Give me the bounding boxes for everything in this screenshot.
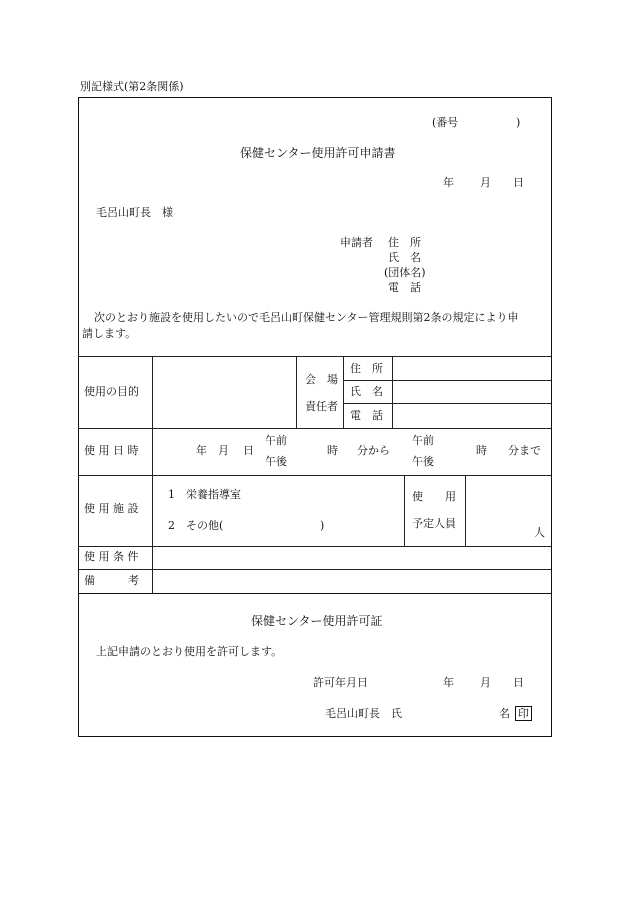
- permit-date-month: 月: [480, 676, 491, 689]
- person-in-charge-label: 責任者: [305, 400, 338, 413]
- conditions-row-bottom: [79, 569, 551, 570]
- application-form-frame: [78, 97, 552, 737]
- permit-section-divider: [79, 593, 551, 594]
- responsible-phone-label: 電 話: [350, 409, 383, 422]
- application-body-line-2: 請します。: [82, 327, 137, 340]
- application-body-line-1: 次のとおり施設を使用したいので毛呂山町保健センター管理規則第2条の規定により申: [94, 311, 519, 324]
- hour-start: 時: [327, 444, 338, 457]
- expected-persons-label-2: 予定人員: [412, 517, 456, 530]
- purpose-row-bottom: [79, 428, 551, 429]
- permit-date-label: 許可年月日: [313, 676, 368, 689]
- dt-day: 日: [243, 444, 254, 457]
- addressee: 毛呂山町長 様: [96, 206, 173, 219]
- applicant-label: 申請者: [340, 236, 373, 249]
- facility-label: 使 用 施 設: [84, 502, 139, 515]
- facility-option-2: 2 その他(: [168, 519, 224, 532]
- number-label: (番号: [432, 116, 459, 129]
- applicant-phone-label: 電 話: [388, 281, 421, 294]
- form-label: 別記様式(第2条関係): [80, 80, 184, 93]
- date-year: 年: [443, 176, 454, 189]
- facility-option-1: 1 栄養指導室: [168, 488, 241, 501]
- applicant-group-label: (団体名): [384, 266, 426, 279]
- applicant-name-label: 氏 名: [388, 251, 421, 264]
- venue-label: 会 場: [305, 373, 338, 386]
- min-until: 分まで: [508, 444, 541, 457]
- datetime-label: 使 用 日 時: [84, 444, 139, 457]
- table-top-border: [79, 356, 551, 357]
- permit-body: 上記申請のとおり使用を許可します。: [96, 645, 283, 658]
- permit-name-suffix: 名: [499, 707, 510, 720]
- purpose-column-divider: [296, 356, 297, 428]
- expected-column-divider: [465, 475, 466, 546]
- am-start: 午前: [265, 434, 287, 447]
- responsible-row-divider-1: [343, 380, 551, 381]
- persons-unit: 人: [534, 526, 545, 539]
- permit-date-day: 日: [513, 676, 524, 689]
- application-title: 保健センター使用許可申請書: [240, 146, 396, 160]
- am-end: 午前: [412, 434, 434, 447]
- seal-mark: 印: [515, 706, 532, 721]
- venue-column-divider: [343, 356, 344, 428]
- permit-title: 保健センター使用許可証: [251, 614, 383, 628]
- responsible-name-label: 氏 名: [350, 385, 383, 398]
- facility-column-divider: [404, 475, 405, 546]
- hour-end: 時: [476, 444, 487, 457]
- date-month: 月: [480, 176, 491, 189]
- purpose-label: 使用の目的: [84, 385, 139, 398]
- number-close: ): [516, 116, 521, 129]
- min-from: 分から: [357, 444, 390, 457]
- pm-end: 午後: [412, 455, 434, 468]
- permit-mayor: 毛呂山町長 氏: [325, 707, 402, 720]
- conditions-label: 使 用 条 件: [84, 550, 139, 563]
- dt-year: 年: [196, 444, 207, 457]
- remarks-label: 備 考: [84, 574, 139, 587]
- facility-option-2-close: ): [320, 519, 325, 532]
- permit-date-year: 年: [443, 676, 454, 689]
- responsible-address-label: 住 所: [350, 362, 383, 375]
- responsible-label-divider: [392, 356, 393, 428]
- pm-start: 午後: [265, 455, 287, 468]
- facility-row-bottom: [79, 546, 551, 547]
- date-day: 日: [513, 176, 524, 189]
- label-column-divider: [152, 356, 153, 593]
- datetime-row-bottom: [79, 475, 551, 476]
- expected-persons-label-1: 使 用: [412, 490, 456, 503]
- dt-month: 月: [218, 444, 229, 457]
- responsible-row-divider-2: [343, 403, 551, 404]
- applicant-address-label: 住 所: [388, 236, 421, 249]
